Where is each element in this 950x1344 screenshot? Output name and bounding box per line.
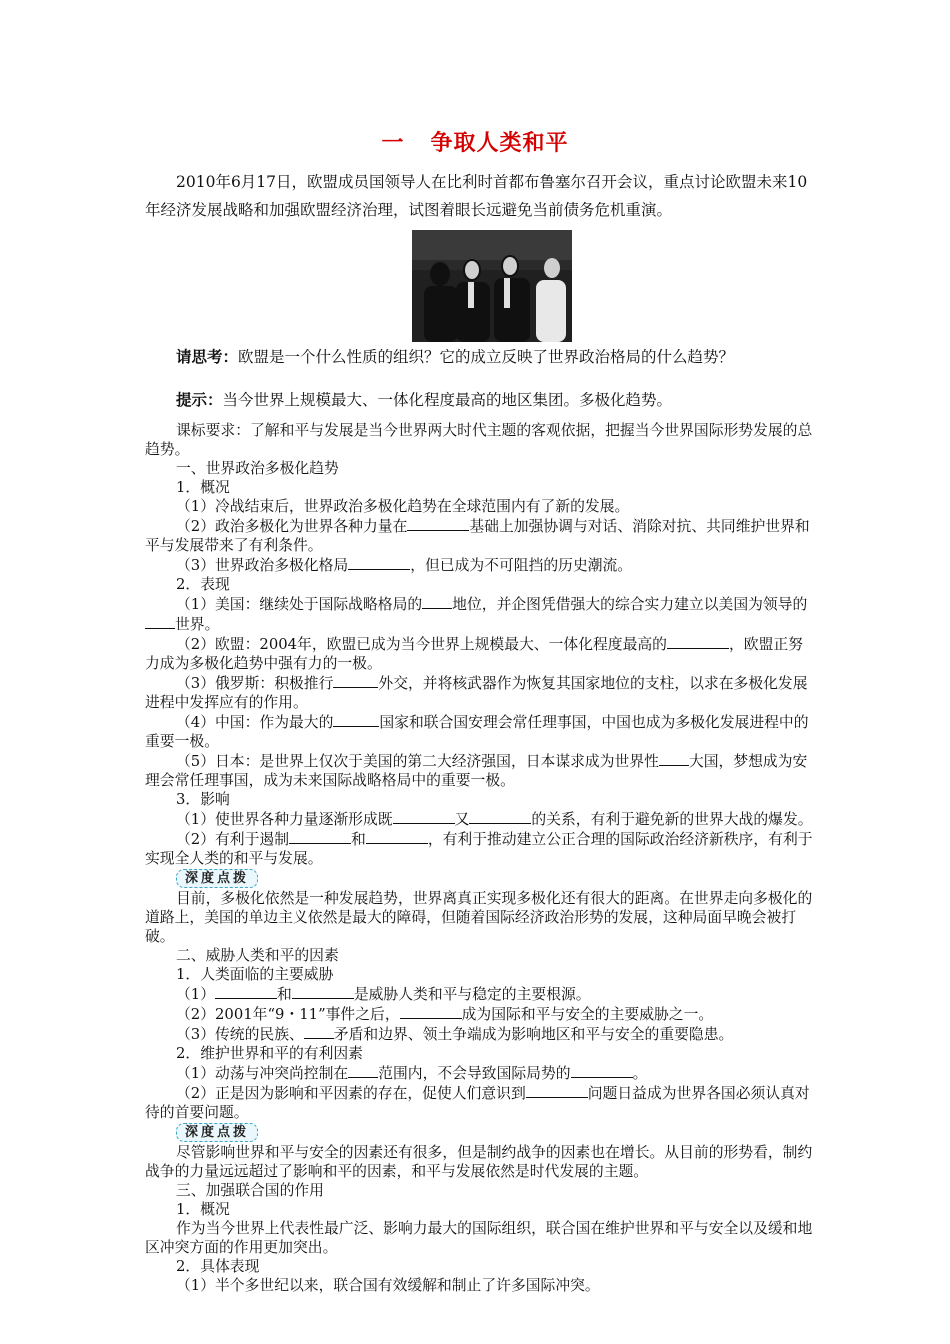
deep-tip-badge: 深度点拨: [176, 1123, 258, 1142]
intro-paragraph: 2010年6月17日，欧盟成员国领导人在比利时首都布鲁塞尔召开会议，重点讨论欧盟未来10年经济发展战略和加强欧盟经济治理，试图着眼长远避免当前债务危机重演。: [145, 173, 808, 219]
fill-blank[interactable]: [400, 1004, 462, 1019]
fill-blank[interactable]: [366, 829, 428, 844]
list-item: （4）中国：作为最大的 国家和联合国安理会常任理事国，中国也成为多极化发展进程中的重要一极。: [145, 714, 809, 750]
deep-tip-badge: 深度点拨: [176, 869, 258, 888]
fill-blank[interactable]: [407, 516, 469, 531]
fill-blank[interactable]: [333, 673, 378, 688]
fill-blank[interactable]: [571, 1063, 633, 1078]
list-item: （2）有利于遏制 和 ，有利于推动建立公正合理的国际政治经济新秩序，有利于实现全人类的和平与发展。: [145, 831, 813, 867]
curriculum-requirement: 课标要求：了解和平与发展是当今世界两大时代主题的客观依据，把握当今世界国际形势发展的总趋势。: [145, 422, 813, 458]
fill-blank[interactable]: [215, 984, 277, 999]
think-question: [176, 345, 734, 367]
list-item: （3）世界政治多极化格局 ，但已成为不可阻挡的历史潮流。: [176, 557, 633, 574]
subheading-un-overview: 1．概况: [176, 1201, 230, 1218]
section-heading-3: 三、加强联合国的作用: [176, 1182, 324, 1199]
fill-blank[interactable]: [292, 984, 354, 999]
section-heading-2: 二、威胁人类和平的因素: [176, 947, 339, 964]
think-text: 欧盟是一个什么性质的组织？它的成立反映了世界政治格局的什么趋势？: [238, 348, 735, 366]
fill-blank[interactable]: [393, 809, 455, 824]
lesson-title-text: 争取人类和平: [430, 131, 569, 156]
deep-tip-text: 目前，多极化依然是一种发展趋势，世界离真正实现多极化还有很大的距离。在世界走向多极化的道路上，美国的单边主义依然是最大的障碍，但随着国际经济政治形势的发展，这种局面早晚会被打破。: [145, 890, 813, 945]
hint-answer: [176, 388, 672, 410]
hint-text: 当今世界上规模最大、一体化程度最高的地区集团。多极化趋势。: [222, 391, 673, 409]
subheading-overview: 1．概况: [176, 479, 230, 496]
list-item: （2）欧盟：2004年，欧盟已成为当今世界上规模最大、一体化程度最高的 ，欧盟正努力成为多极化趋势中强有力的一极。: [145, 636, 803, 672]
fill-blank[interactable]: [348, 555, 410, 570]
hint-label: 提示：: [176, 391, 223, 409]
list-item: （3）传统的民族、 矛盾和边界、领土争端成为影响地区和平与安全的重要隐患。: [176, 1026, 734, 1043]
fill-blank[interactable]: [526, 1083, 588, 1098]
section-heading-1: 一、世界政治多极化趋势: [176, 460, 339, 477]
subheading-threats: 1．人类面临的主要威胁: [176, 966, 334, 983]
paragraph: 作为当今世界上代表性最广泛、影响力最大的国际组织，联合国在维护世界和平与安全以及缓和地区冲突方面的作用更加突出。: [145, 1220, 813, 1256]
list-item: （1）使世界各种力量逐渐形成既 又 的关系，有利于避免新的世界大战的爆发。: [176, 811, 813, 828]
fill-blank[interactable]: [348, 1063, 378, 1078]
subheading-manifestation: 2．表现: [176, 576, 230, 593]
list-item: （2）政治多极化为世界各种力量在 基础上加强协调与对话、消除对抗、共同维护世界和平与发展带来了有利条件。: [145, 518, 810, 554]
fill-blank[interactable]: [289, 829, 351, 844]
think-label: 请思考：: [176, 348, 239, 366]
lesson-title: [0, 126, 950, 157]
list-item: （1）动荡与冲突尚控制在 范围内，不会导致国际局势的 。: [176, 1065, 648, 1082]
fill-blank[interactable]: [469, 809, 531, 824]
list-item: （1）美国：继续处于国际战略格局的 地位，并企图凭借强大的综合实力建立以美国为领导的世界。: [145, 594, 813, 634]
photo-illustration: [412, 230, 572, 342]
deep-tip-text: 尽管影响世界和平与安全的因素还有很多，但是制约战争的因素也在增长。从目前的形势看，制约战争的力量远远超过了影响和平的因素，和平与发展依然是时代发展的主题。: [145, 1144, 813, 1180]
list-item: （1）冷战结束后，世界政治多极化趋势在全球范围内有了新的发展。: [176, 498, 630, 515]
lesson-number: 一: [381, 131, 405, 156]
list-item: （3）俄罗斯：积极推行 外交，并将核武器作为恢复其国家地位的支柱，以求在多极化发展进程中发挥应有的作用。: [145, 675, 808, 711]
lesson-body: [145, 421, 813, 1295]
list-item: （1） 和 是威胁人类和平与稳定的主要根源。: [176, 986, 591, 1003]
fill-blank[interactable]: [422, 594, 452, 609]
list-item: （2）2001年“9・11”事件之后， 成为国际和平与安全的主要威胁之一。: [176, 1006, 714, 1023]
fill-blank[interactable]: [659, 751, 689, 766]
fill-blank[interactable]: [304, 1024, 334, 1039]
list-item: （2）正是因为影响和平因素的存在，促使人们意识到 问题日益成为世界各国必须认真对待的首要问题。: [145, 1085, 810, 1121]
subheading-impact: 3．影响: [176, 791, 230, 808]
fill-blank[interactable]: [333, 712, 379, 727]
fill-blank[interactable]: [667, 634, 729, 649]
eu-leaders-photo: [412, 230, 572, 342]
subheading-peace-factors: 2．维护世界和平的有利因素: [176, 1045, 363, 1062]
fill-blank[interactable]: [145, 614, 175, 629]
list-item: （5）日本：是世界上仅次于美国的第二大经济强国，日本谋求成为世界性 大国，梦想成为安理会常任理事国，成为未来国际战略格局中的重要一极。: [145, 753, 808, 789]
list-item: （1）半个多世纪以来，联合国有效缓解和制止了许多国际冲突。: [176, 1277, 600, 1294]
subheading-un-specific: 2．具体表现: [176, 1258, 260, 1275]
